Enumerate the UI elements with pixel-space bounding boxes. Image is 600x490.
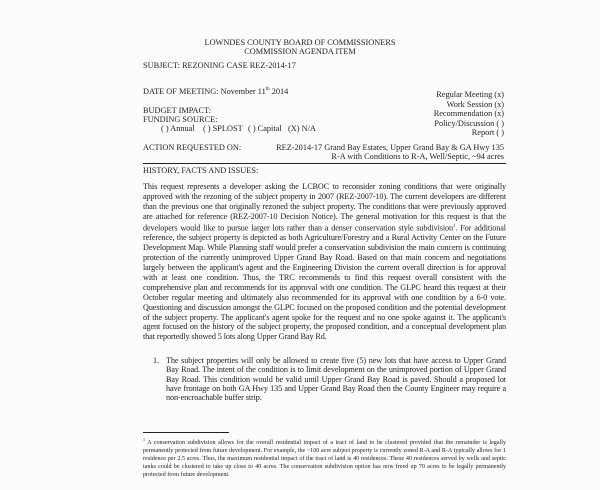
funding-source: FUNDING SOURCE:: [143, 115, 218, 124]
footnote-number: 1: [143, 437, 145, 443]
footnote-divider: [143, 432, 229, 433]
header-line-2: COMMISSION AGENDA ITEM: [244, 47, 356, 56]
history-paragraph: [143, 182, 506, 342]
condition-text: The subject properties will only be allowed to create five (5) new lots that have access to Upper Grand Bay Road. The intent of the condition is to limit development on the unimproved portion of Upper Grand Bay Road. This condition would be valid until Upper Grand Bay Road is paved. Should a proposed lot have frontage on both GA Hwy 135 and Upper Grand Bay Road then the County Engineer may require a non-encroachable buffer strip.: [166, 356, 506, 403]
header-line-1: LOWNDES COUNTY BOARD OF COMMISSIONERS: [204, 38, 396, 47]
subject: SUBJECT: REZONING CASE REZ-2014-17: [143, 61, 296, 70]
action-line-2: R-A with Conditions to R-A, Well/Septic, ~94 acres: [331, 152, 504, 161]
funding-option-na: (X) N/A: [288, 124, 316, 133]
condition-item: [143, 356, 506, 402]
footnote-reference: 1: [453, 223, 456, 229]
history-heading: HISTORY, FACTS AND ISSUES:: [143, 166, 259, 175]
paragraph-text: This request represents a developer asking the LCBOC to reconsider zoning conditions that were originally approved with the rezoning of the subject property in 2007 (REZ-2007-10). The current developers are different than the previous one that originally rezoned the subject property. The conditions that were previously approved are attached for reference (REZ-2007-10 Decision Notice). The general motivation for this request is that the developers would like to pursue larger lots rather than a denser conservation style subdivision: [143, 182, 506, 233]
funding-option-splost: ( ) SPLOST: [203, 124, 243, 133]
meeting-type-report: Report ( ): [471, 128, 504, 137]
meeting-type-recommendation: Recommendation (x): [433, 109, 504, 118]
footnote: [143, 436, 506, 480]
budget-impact: BUDGET IMPACT:: [143, 106, 212, 115]
condition-number: 1.: [153, 356, 160, 366]
date-year: 2014: [269, 87, 289, 96]
date-label: DATE OF MEETING: November 11: [143, 87, 266, 96]
meeting-type-work-session: Work Session (x): [446, 99, 504, 109]
funding-option-capital: ( ) Capital: [248, 124, 282, 133]
action-label: ACTION REQUESTED ON:: [143, 143, 242, 152]
date-suffix: th: [265, 87, 270, 93]
meeting-type-policy: Policy/Discussion ( ): [434, 118, 504, 128]
meeting-type-regular: Regular Meeting (x): [436, 90, 504, 99]
funding-option-annual: ( ) Annual: [161, 124, 195, 133]
action-line-1: REZ-2014-17 Grand Bay Estates, Upper Grand Bay & GA Hwy 135: [276, 143, 504, 152]
footnote-text: A conservation subdivision allows for the overall residential impact of a tract of land to be clustered provided that the remainder is legally permanently protected from future development. For example, the ~100 acre subject property is currently zoned R-A and R-A typically allows for 1 residence per 2.5 acres. Thus, the maximum residential impact of the tract of land is 40 residences. These 40 residences served by wells and septic tanks could be clustered to take up close to 40 acres. The conservation subdivision option has now freed up 70 acres to be legally permanently protected from future development.: [143, 440, 506, 478]
paragraph-text-continued: . For additional reference, the subject property is depicted as both Agriculture/Forestry and a Rural Activity Center on the Future Development Map. While Planning staff would prefer a conservation subdivision the main concern is continuing protection of the currently unimproved Upper Grand Bay Road. Based on that main concern and negotiations largely between the applicant's agent and the Engineering Division the current overall direction is for approval with at least one condition. Thus, the TRC recommends to find this request overall consistent with the comprehensive plan and recommends for its approval with one condition. The GLPC heard this request at their October regular meeting and ultimately also recommended for its approval with one condition by a 6-0 vote. Questioning and discussion amongst the GLPC focused on the proposed condition and the potential development of the subject property. The applicant's agent spoke for the request and no one spoke against it. The applicant's agent focused on the history of the subject property, the proposed condition, and a conceptual development plan that reportedly showed 5 lots along Upper Grand Bay Rd.: [143, 223, 506, 342]
